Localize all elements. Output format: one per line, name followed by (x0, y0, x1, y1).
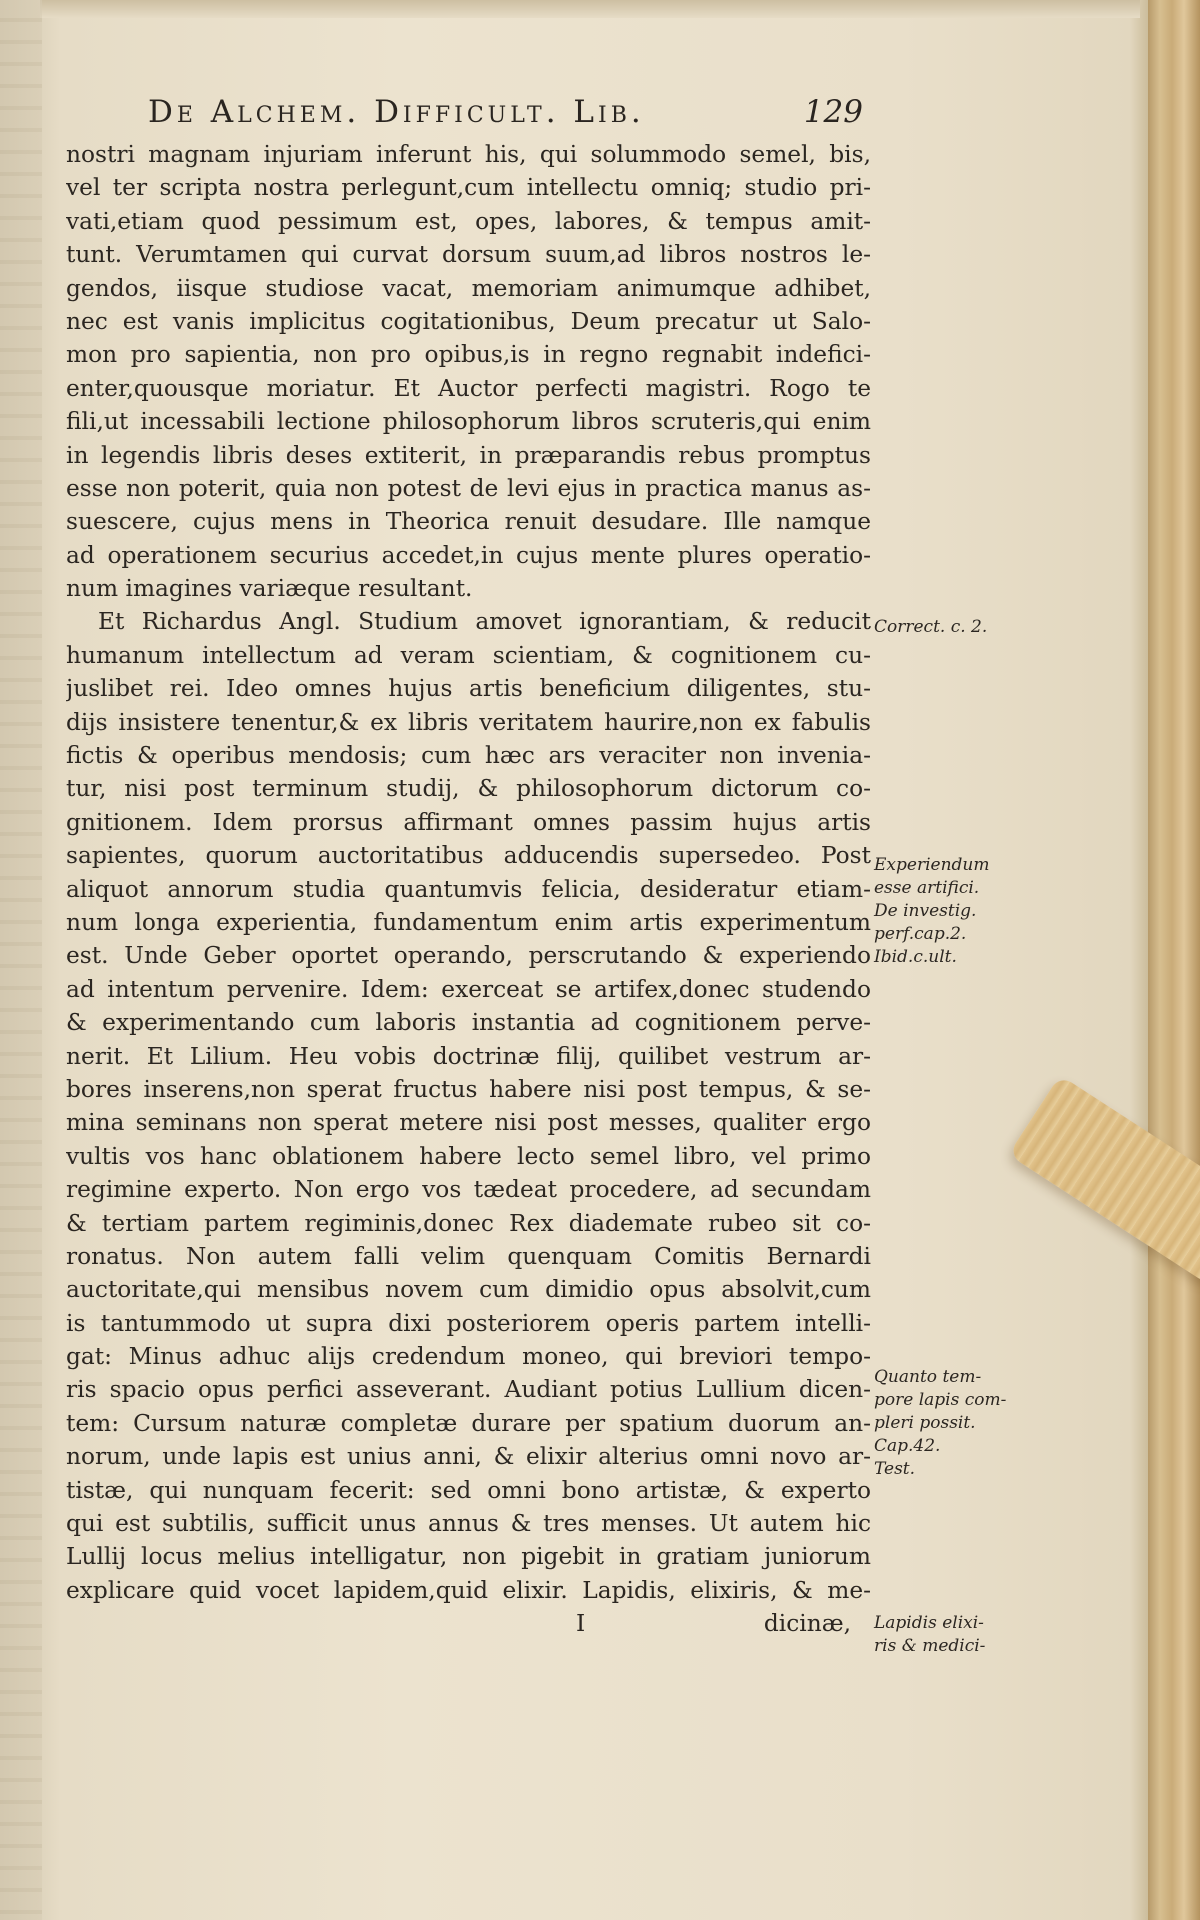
text-line: gnitionem. Idem prorsus affirmant omnes passim hujus artis (66, 808, 871, 836)
page-number: 129 (803, 94, 863, 130)
marginal-note-line: esse artifici. (874, 878, 980, 898)
text-line: Et Richardus Angl. Studium amovet ignorantiam, & reducit (98, 608, 871, 636)
text-line: num imagines variæque resultant. (66, 575, 473, 603)
text-line: sapientes, quorum auctoritatibus adducendis supersedeo. Post (66, 842, 871, 870)
marginal-note-line: Ibid.c.ult. (874, 947, 957, 967)
page-footer (66, 1607, 871, 1640)
text-line: norum, unde lapis est unius anni, & elixir alterius omni novo ar- (66, 1443, 871, 1471)
text-line: auctoritate,qui mensibus novem cum dimidio opus absolvit,cum (66, 1276, 871, 1304)
marginal-note-experiendum (874, 854, 1024, 969)
page-header (148, 94, 863, 138)
text-line: & experimentando cum laboris instantia ad cognitionem perve- (66, 1009, 871, 1037)
text-line: ad operationem securius accedet,in cujus mente plures operatio- (66, 541, 871, 569)
text-line: aliquot annorum studia quantumvis felicia, desideratur etiam- (66, 875, 871, 903)
marginal-note-line: De investig. (874, 901, 977, 921)
text-line: tistæ, qui nunquam fecerit: sed omni bono artistæ, & experto (66, 1476, 871, 1504)
marginal-note-lapidis (874, 1612, 1024, 1658)
text-line: mon pro sapientia, non pro opibus,is in regno regnabit indefici- (66, 341, 871, 369)
marginal-note-line: Lapidis elixi- (874, 1613, 984, 1633)
text-line: ris spacio opus perfici asseverant. Audiant potius Lullium dicen- (66, 1376, 871, 1404)
text-line: mina seminans non sperat metere nisi post messes, qualiter ergo (66, 1109, 871, 1137)
text-line: Lullij locus melius intelligatur, non pigebit in gratiam juniorum (66, 1543, 871, 1571)
marginal-note-line: Cap.42. (874, 1436, 941, 1456)
text-line: vel ter scripta nostra perlegunt,cum intellectu omniq; studio pri- (66, 174, 871, 202)
marginal-note-line: Test. (874, 1459, 916, 1479)
text-line: tur, nisi post terminum studij, & philosophorum dictorum co- (66, 775, 871, 803)
text-line: vati,etiam quod pessimum est, opes, labores, & tempus amit- (66, 207, 871, 235)
text-line: & tertiam partem regiminis,donec Rex diademate rubeo sit co- (66, 1209, 871, 1237)
book-binding-edge (1148, 0, 1200, 1920)
text-line: ad intentum pervenire. Idem: exerceat se artifex,donec studendo (66, 975, 871, 1003)
text-line: gat: Minus adhuc alijs credendum moneo, qui breviori tempo- (66, 1343, 871, 1371)
text-line: esse non poterit, quia non potest de levi ejus in practica manus as- (66, 474, 871, 502)
marginal-note-line: pore lapis com- (874, 1390, 1007, 1410)
catchword: dicinæ, (763, 1610, 851, 1638)
marginal-note-line: Experiendum (874, 855, 990, 875)
left-gutter (0, 0, 42, 1920)
text-line: fictis & operibus mendosis; cum hæc ars veraciter non invenia- (66, 742, 871, 770)
text-line: nostri magnam injuriam inferunt his, qui solummodo semel, bis, (66, 141, 871, 168)
text-line: is tantummodo ut supra dixi posteriorem operis partem intelli- (66, 1309, 871, 1337)
marginal-note-line: Correct. c. 2. (874, 617, 988, 637)
signature-mark: I (576, 1610, 586, 1638)
text-line: vultis vos hanc oblationem habere lecto semel libro, vel primo (66, 1142, 871, 1170)
text-line: fili,ut incessabili lectione philosophorum libros scruteris,qui enim (66, 408, 871, 436)
marginal-note-line: perf.cap.2. (874, 924, 967, 944)
text-line: nerit. Et Lilium. Heu vobis doctrinæ filij, quilibet vestrum ar- (66, 1042, 871, 1070)
text-line: qui est subtilis, sufficit unus annus & tres menses. Ut autem hic (66, 1510, 871, 1538)
text-line: nec est vanis implicitus cogitationibus, Deum precatur ut Salo- (66, 307, 871, 335)
marginal-note-line: Quanto tem- (874, 1367, 982, 1387)
text-line: humanum intellectum ad veram scientiam, & cognitionem cu- (66, 641, 871, 669)
text-line: in legendis libris deses extiterit, in præparandis rebus promptus (66, 441, 871, 469)
marginal-note-line: pleri possit. (874, 1413, 976, 1433)
body-text (66, 138, 871, 1641)
marginal-note-corrector (874, 616, 1024, 639)
text-line: ronatus. Non autem falli velim quenquam Comitis Bernardi (66, 1242, 871, 1270)
marginal-note-line: ris & medici- (874, 1636, 986, 1656)
text-line: est. Unde Geber oportet operando, perscrutando & experiendo (66, 942, 871, 970)
page-top-strip (40, 0, 1140, 18)
text-line: juslibet rei. Ideo omnes hujus artis beneficium diligentes, stu- (66, 675, 871, 703)
text-line: dijs insistere tenentur,& ex libris veritatem haurire,non ex fabulis (66, 708, 871, 736)
text-line: num longa experientia, fundamentum enim artis experimentum (66, 908, 871, 936)
text-line: enter,quousque moriatur. Et Auctor perfecti magistri. Rogo te (66, 374, 871, 402)
text-line: bores inserens,non sperat fructus habere nisi post tempus, & se- (66, 1075, 871, 1103)
text-line: tem: Cursum naturæ completæ durare per spatium duorum an- (66, 1409, 871, 1437)
text-line: gendos, iisque studiose vacat, memoriam animumque adhibet, (66, 274, 871, 302)
text-line: explicare quid vocet lapidem,quid elixir. Lapidis, elixiris, & me- (66, 1576, 871, 1604)
text-line: regimine experto. Non ergo vos tædeat procedere, ad secundam (66, 1176, 871, 1204)
running-title: De Alchem. Difficult. Lib. (148, 94, 645, 130)
text-line: suescere, cujus mens in Theorica renuit desudare. Ille namque (66, 508, 871, 536)
text-line: tunt. Verumtamen qui curvat dorsum suum,ad libros nostros le- (66, 241, 871, 269)
marginal-note-quanto (874, 1366, 1024, 1481)
